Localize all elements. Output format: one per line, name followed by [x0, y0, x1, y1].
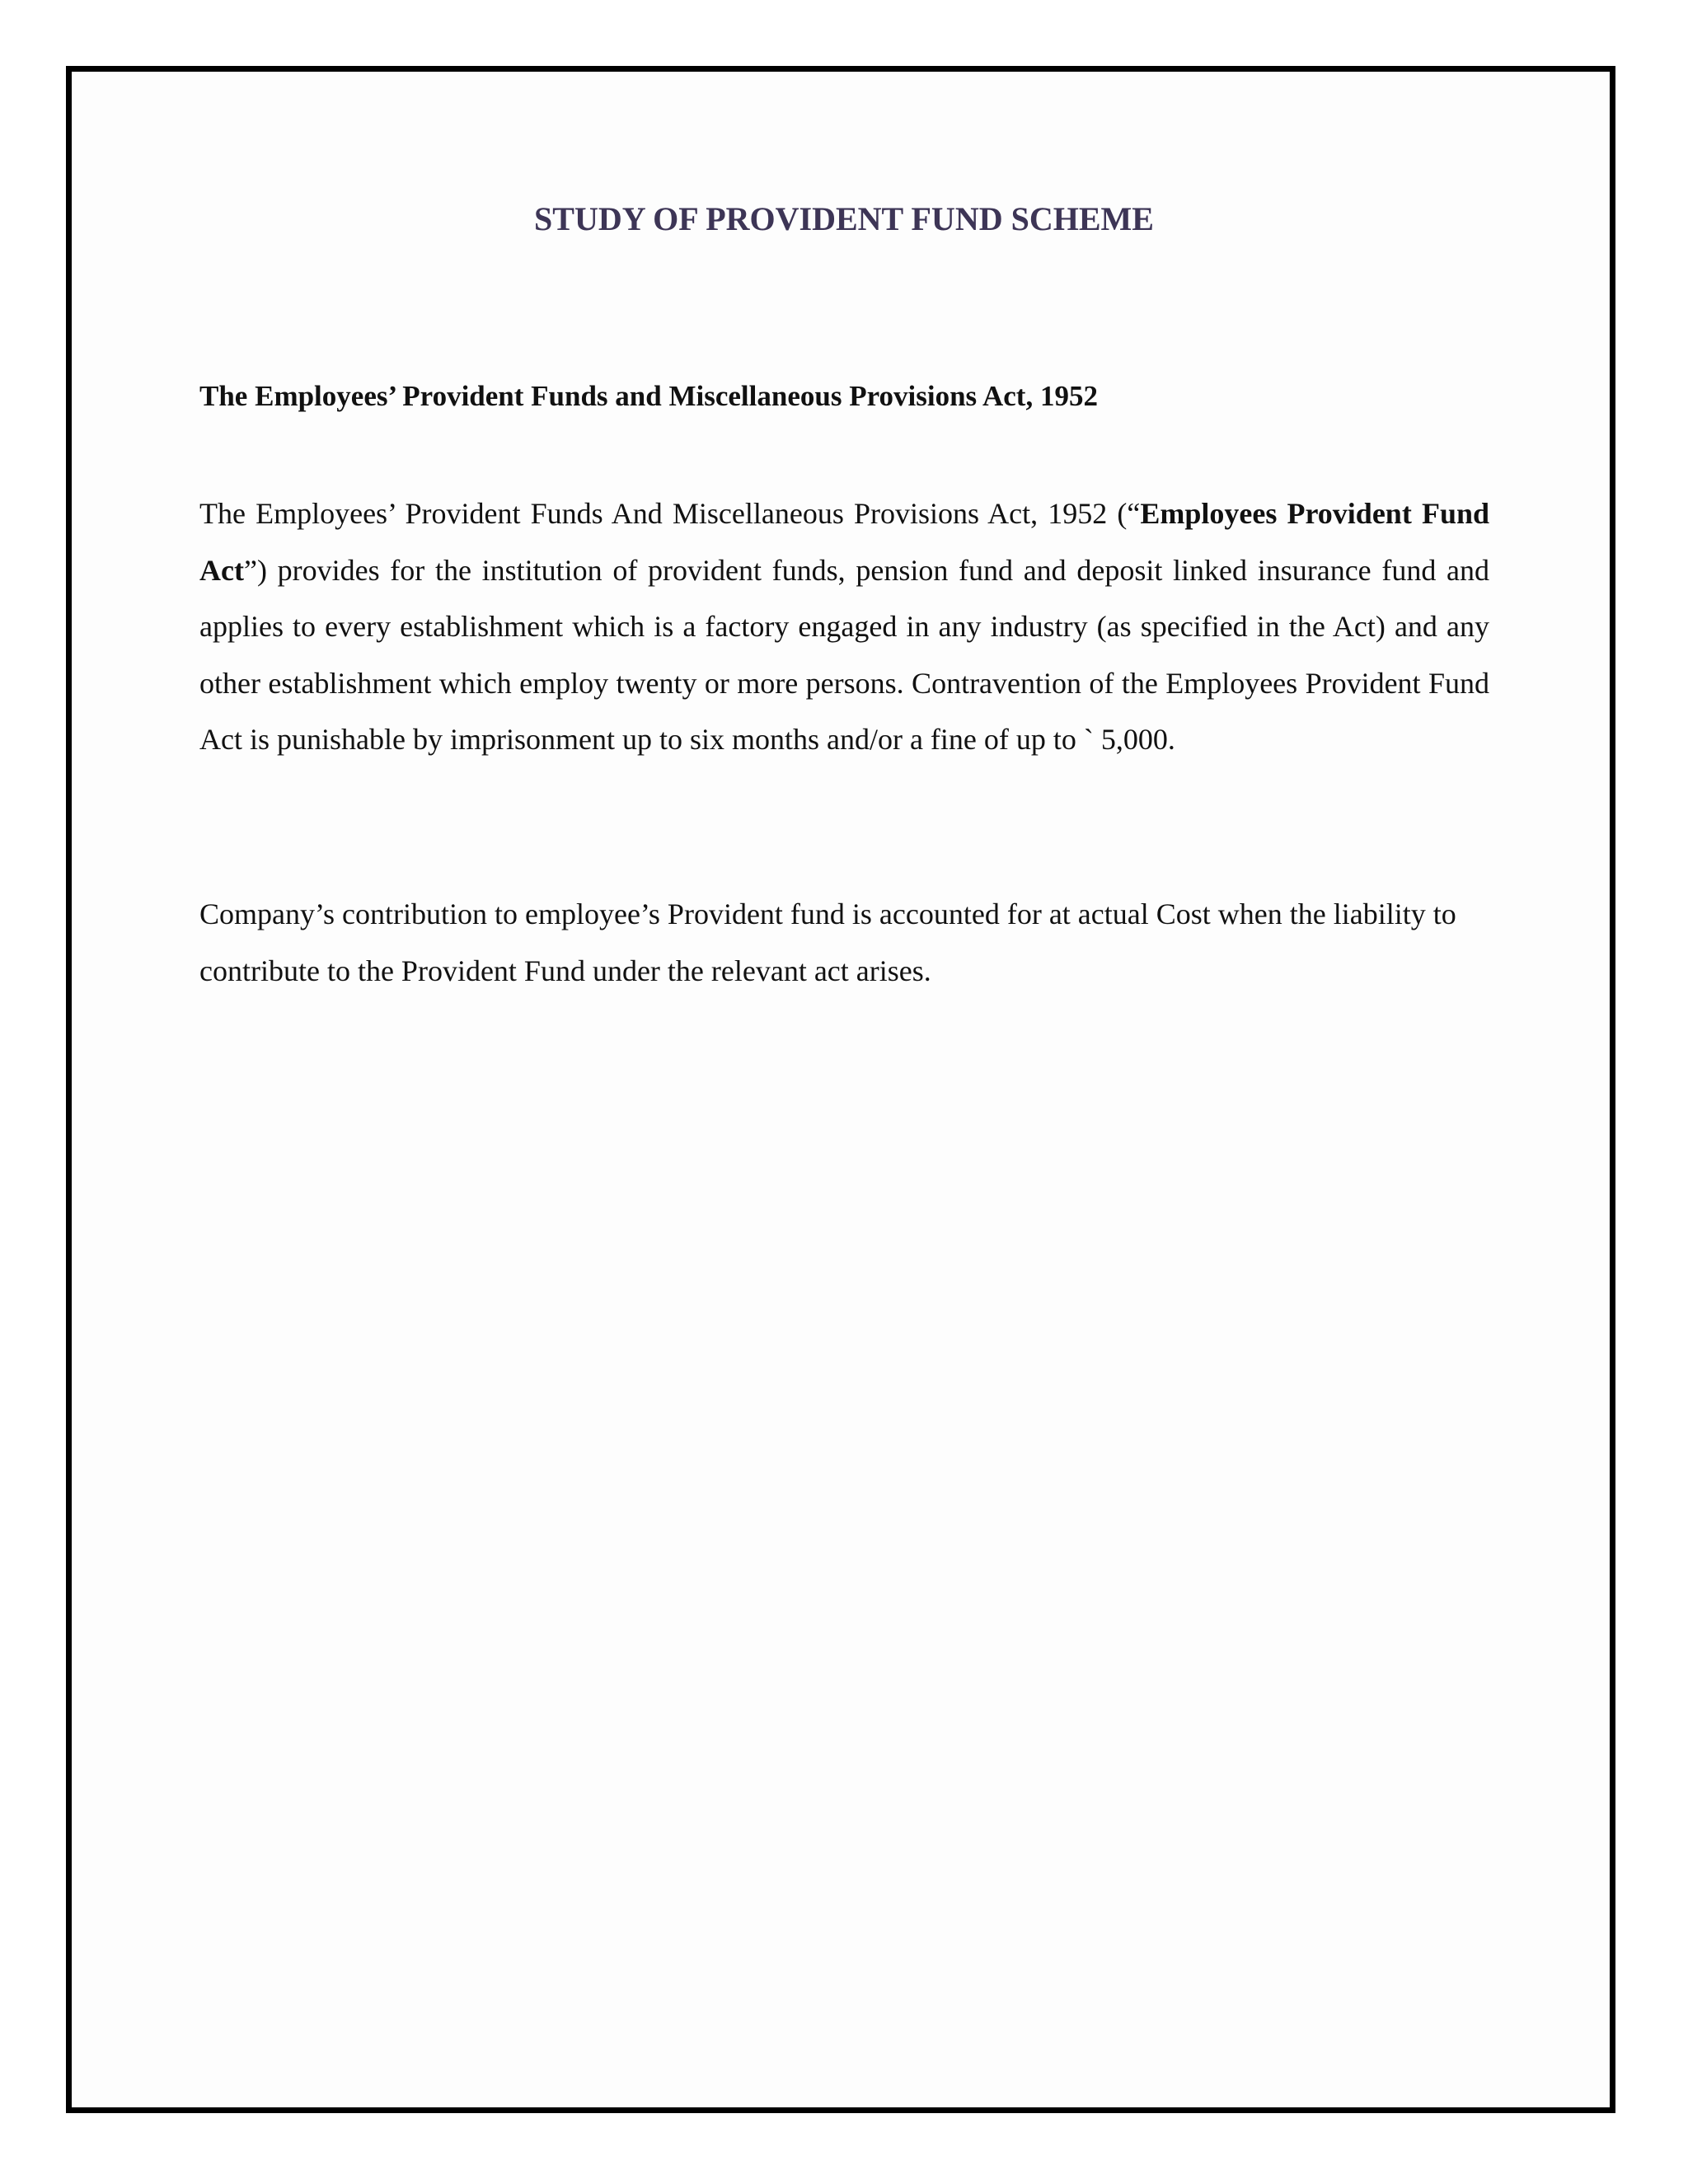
- page-border: [66, 66, 1615, 2113]
- defined-term: Employees Provident Fund Act: [199, 497, 1490, 587]
- paragraph-lead-text: The Employees’ Provident Funds And Miscellaneous Provisions Act, 1952 (“: [199, 497, 1141, 530]
- body-paragraph-contribution: Company’s contribution to employee’s Provident fund is accounted for at actual Cost when the liability to contribute to the Provident Fund under the relevant act arises.: [199, 898, 1456, 987]
- paragraph-rest-text: ”) provides for the institution of provident funds, pension fund and deposit linked insurance fund and applies to every establishment which is a factory engaged in any industry (as specified in the Act) and any other establishment which employ twenty or more persons. Contravention of the Employees Provident Fund Act is punishable by imprisonment up to six months and/or a fine of up to ` 5,000.: [199, 553, 1489, 757]
- body-paragraph-act-description: [199, 485, 1489, 768]
- section-heading: The Employees’ Provident Funds and Miscellaneous Provisions Act, 1952: [199, 380, 1098, 412]
- page-title: STUDY OF PROVIDENT FUND SCHEME: [534, 200, 1154, 237]
